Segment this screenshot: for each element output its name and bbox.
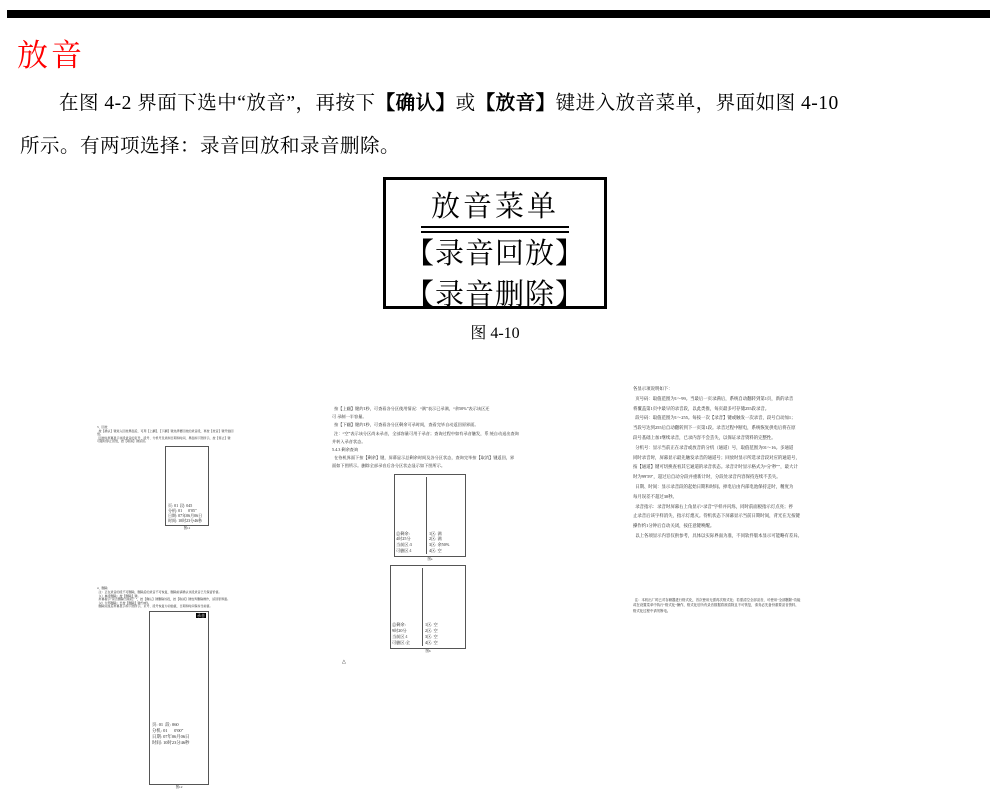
status-right-column [422,568,459,645]
mini-figure-caption: 图11 [183,525,191,530]
display-row: 1区: 满 [429,530,442,536]
tiny-text-line: 将覆盖第1页中最早的录音段，以此类推，每页最多可存储255段录音。 [633,405,770,411]
display-row: 4区: 空 [425,639,438,645]
tiny-text-line: 回放时屏幕显示该段录音的页号、段号、分机号及录制日期和时间，界面如下图所示，按【停止】键 [97,435,231,440]
partition-status-figure [390,565,466,648]
tiny-text-line: 各显示项说明如下： [633,386,673,391]
display-row: 当前区:1 [392,633,408,639]
tiny-text-line: 删除完成后屏幕显示如下图所示，页号、段号恢复为初始值，日期和时间保持当前值。 [97,604,213,609]
page-title: 放音 [17,38,85,73]
tiny-text-line: 屏幕提示“是否删除当前段？”，按【确认】键删除该段，按【取消】键放弃删除操作，返回原界面。 [97,597,231,602]
menu-title-wrap [386,184,604,233]
mini-figure-caption: 图12 [175,785,183,790]
intro-paragraph [20,82,970,168]
tiny-text-line: 分机号：显示当前正在录音或放音的分机（通道）号，取值范围为01～16。多通道 [633,444,794,450]
playback-key-label: 【放音】 [475,93,556,114]
intro-text-2: 或 [455,93,476,114]
tiny-text-line: 操作约1分钟后自动关闭，按任意键唤醒。 [633,523,715,529]
display-row: 2区: 满 [429,536,442,542]
tiny-text-line: 按【确认】键进入回放界面后，可用【上翻】、【下翻】键选择要回放的录音段，再按【放音】键开始回 [97,428,234,433]
tiny-text-line: 段号码：取值范围为1～255。每按一次【录音】键或触发一次录音，段号自动加1； [633,415,796,421]
tiny-text-line: 按【通道】键可切换查看其它通道的录音状态。录音计时显示格式为“分′秒″”，最大计 [633,464,798,470]
tiny-text-line: 同时录音时，屏幕显示最先触发录音的通道号；回放时显示所选录音段对应的通道号， [633,454,800,460]
page-thumbnail-right [633,330,921,615]
footnote-mark: △ [342,660,346,665]
display-row: 时间: 10时23分46秒 [152,740,190,746]
display-row: 总剩余: [396,530,410,536]
thumb-left-mid-text [97,533,322,609]
display-row: 4时25分 [396,536,411,542]
tiny-text-line: 3、回放 [97,425,108,429]
status-right-column [426,477,463,554]
display-screen-figure [165,446,209,526]
menu-item-playback: 【录音回放】 [404,238,585,270]
tiny-note-line: 或在设置菜单中执行“格式化”操作，格式化后所有录音数据将被清除且不可恢复，请务必先备份重要录音资料， [633,603,799,608]
tiny-text-line: 按【上翻】键约1秒，可查看各分区使用情况：“满”表示已录满，“余50%”表示该区还 [332,406,490,411]
horizontal-rule [7,10,990,18]
display-row: 日期: 07年06月06日 [168,512,203,518]
tiny-text-line: 可随时停止回放，按【取消】键返回。 [97,439,149,444]
display-row: 时间: 10时23分46秒 [168,517,203,523]
status-left-column [396,477,426,554]
display-row: 当前区:3 [396,542,412,548]
intro-text-1: 在图 4-2 界面下选中“放音”，再按下 [59,93,376,114]
tiny-text-line: （2）全部删除：长按【删除】键约3秒。 [97,600,152,605]
playback-menu-figure [383,177,607,309]
display-row: 4区: 空 [429,548,442,554]
tiny-text-line: 4、删除 [97,586,108,591]
page-thumbnail-middle [332,351,600,666]
confirm-key-label: 【确认】 [375,93,456,114]
display-row: 3区: 空 [425,633,438,639]
display-row: 页: 01 段: 060 [152,722,179,728]
tiny-text-line: 当段号达到255后自动翻转到下一页第1段。录音过程中断电，系统恢复供电后将在原 [633,425,796,431]
tiny-text-line: 止录音后该字样消失，指示灯熄灭。待机状态下屏幕显示当前日期时间，背光在无按键 [633,513,800,519]
page-thumbnail-left [97,372,322,790]
display-row: 日期: 07年06月06日 [152,734,190,740]
tiny-text-line: 日期、时间：显示录音段的起始日期和时间。掉电后由内部电池保持走时，精度为 [633,483,794,489]
tiny-text-line: 面如下图所示。删除全部录音后各分区状态显示如下图所示。 [332,463,446,469]
tiny-text-line: 可 录制一半容量。 [332,414,367,420]
display-screen-figure [149,611,209,785]
thumb-middle-top-text [332,351,600,471]
display-row: 分机: 01 0′00″ [152,728,184,734]
tiny-text-line: 时为99′59″，超过后自动分段并重新计时，分段处录音内容保持连续不丢失。 [633,474,781,480]
intro-text-3: 键进入放音菜单，界面如图 4-10 [555,93,839,114]
display-rows [150,668,208,746]
partition-status-figure [394,474,466,557]
tiny-text-line: 在待机界面下按【剩余】键，屏幕显示总剩余时间及各分区状态，查询完毕按【取消】键返回，界 [332,455,515,461]
display-row: 页: 01 段: 045 [168,502,193,508]
display-row: 分机: 01 0′05″ [168,507,197,513]
figure-caption: 图 4-10 [470,325,520,342]
tiny-text-line: 段号基础上加1继续录音，已录内容不会丢失，以保证录音资料的完整性。 [633,434,776,440]
tiny-note-line: 格式化过程中请勿断电。 [633,608,671,613]
tiny-text-line: 注：“空”表示该分区尚未录音，全部容量可用于录音；查询过程中如有录音触发，系 统自动退出查询 [332,430,519,436]
tiny-text-line: 注：正在录音的段不可删除，删除后的录音不可恢复，删除前请确认该段录音已无保留价值。 [97,590,222,595]
tiny-text-line: 按【下翻】键约1秒，可查看各分区剩余可录时间，查看完毕自动返回原界面。 [332,422,479,428]
tiny-text-line: 每月误差不超过30秒。 [633,493,677,499]
display-row: 1区: 空 [425,622,438,628]
tiny-text-line: 放。 [97,432,104,437]
thumb-right-text [633,330,921,541]
display-row: 2区: 空 [425,628,438,634]
display-row: 可删区:1 [396,548,412,554]
tiny-text-line: 页号码：取值范围为1～99。当最后一页录满后，系统自动翻转到第1页，新的录音 [633,395,794,401]
display-row: 9时20分 [392,628,407,634]
menu-item-delete: 【录音删除】 [404,279,585,311]
tiny-text-line: 5.4.3 剩余查询 [332,447,359,453]
tiny-text-line: 以上各项显示内容仅供参考，具体以实际界面为准，不同软件版本显示可能略有差异。 [633,532,803,538]
intro-text-4: 所示。有两项选择：录音回放和录音删除。 [20,136,401,157]
menu-title: 放音菜单 [421,184,569,233]
tiny-note-line: 注：本机出厂时已对存储器进行格式化，首次使用无需再次格式化；若需清空全部录音，可使用“全部删除”功能 [633,597,801,602]
tiny-text-line: 录音指示：录音时屏幕右上角显示“录音”字样并闪烁，同时前面板指示灯点亮；停 [633,503,793,509]
thumb-left-top-text [97,372,322,444]
display-row: 总剩余: [392,622,406,628]
status-left-column [392,568,422,645]
display-row: 3区: 余50% [429,542,450,548]
mini-figure-caption: 图b [425,648,431,653]
recording-badge: 录音 [197,613,205,619]
display-row: 可删区:全 [392,639,410,645]
tiny-text-line: （1）单段删除：按【删除】键。 [97,593,141,598]
mini-figure-caption: 图a [427,556,433,561]
thumb-right-note [633,544,921,615]
tiny-text-line: 并转入录音状态。 [332,438,366,444]
